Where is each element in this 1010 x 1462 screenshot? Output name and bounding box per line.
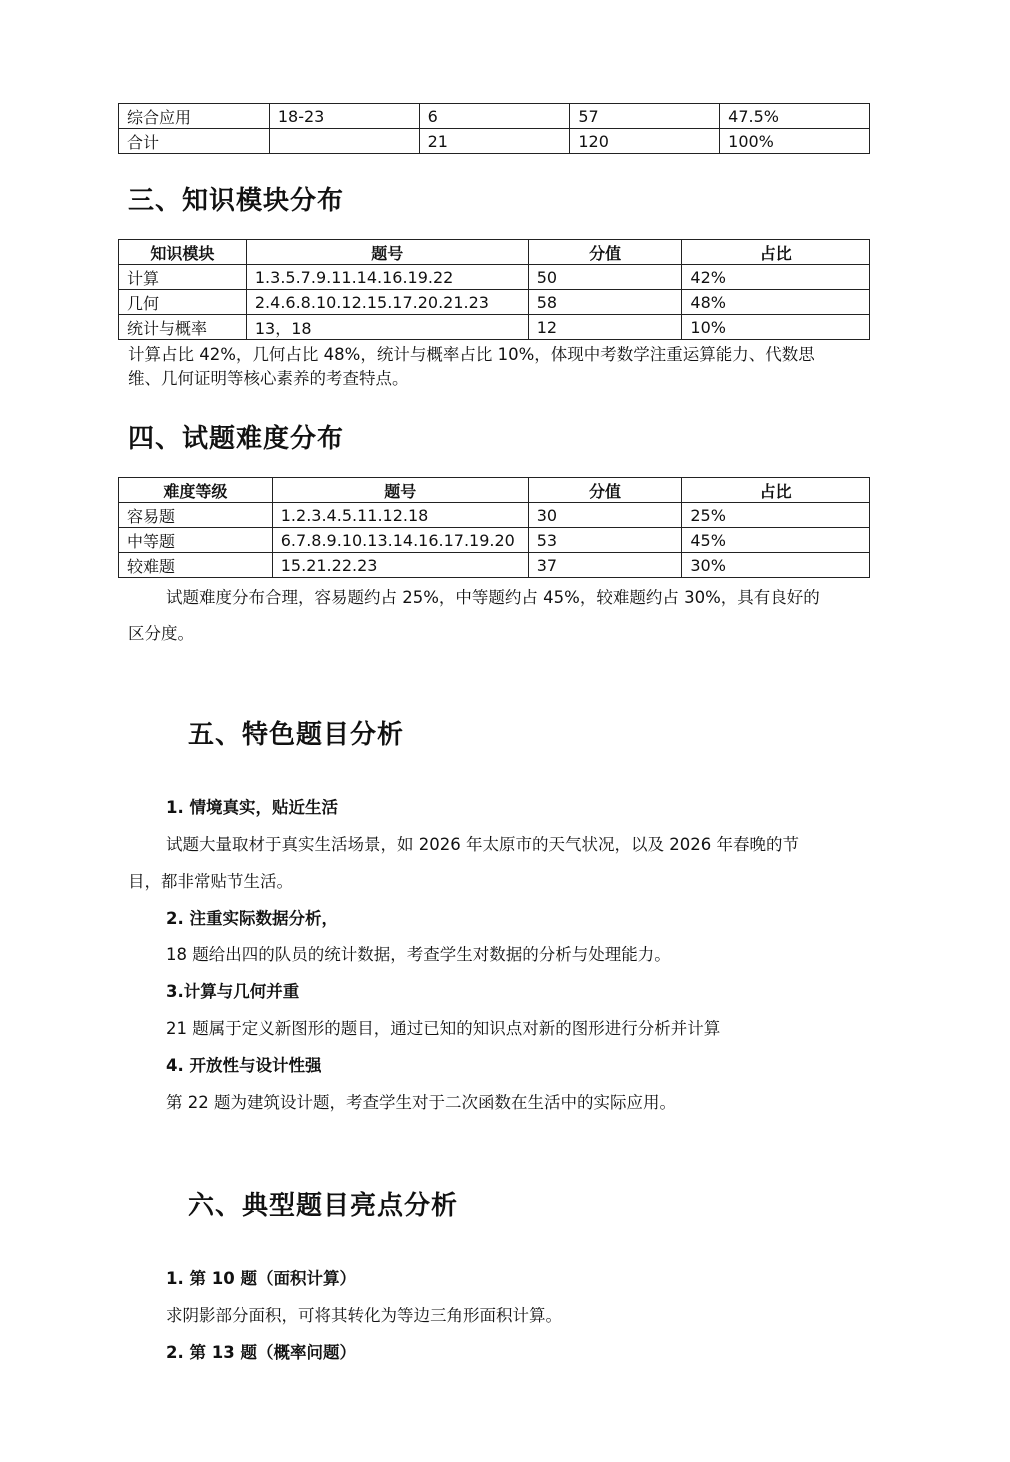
highlight-item-heading: 2. 第 13 题（概率问题） xyxy=(166,1343,356,1362)
feature-item-text: 21 题属于定义新图形的题目，通过已知的知识点对新的图形进行分析并计算 xyxy=(166,1019,721,1038)
table-header: 占比 xyxy=(682,478,870,503)
knowledge-module-table xyxy=(118,239,870,340)
table-cell: 几何 xyxy=(119,290,247,315)
highlight-item-heading: 1. 第 10 题（面积计算） xyxy=(166,1269,356,1288)
table-cell: 58 xyxy=(528,290,682,315)
paragraph-line: 区分度。 xyxy=(128,624,194,643)
table-row xyxy=(119,290,870,315)
table-cell: 45% xyxy=(682,528,870,553)
table-cell: 计算 xyxy=(119,265,247,290)
table-header: 难度等级 xyxy=(119,478,273,503)
table-cell: 6.7.8.9.10.13.14.16.17.19.20 xyxy=(272,528,528,553)
paragraph-line: 维、几何证明等核心素养的考查特点。 xyxy=(128,369,409,388)
table-cell: 30 xyxy=(528,503,682,528)
table-cell: 120 xyxy=(570,129,720,154)
table-row xyxy=(119,503,870,528)
table-header-row xyxy=(119,240,870,265)
table-cell: 42% xyxy=(682,265,870,290)
table-cell: 25% xyxy=(682,503,870,528)
table-cell: 53 xyxy=(528,528,682,553)
score-table-continued xyxy=(118,103,870,154)
table-row xyxy=(119,315,870,340)
table-cell: 100% xyxy=(720,129,870,154)
feature-item-heading: 1. 情境真实，贴近生活 xyxy=(166,798,338,817)
table-row xyxy=(119,265,870,290)
feature-item-text: 第 22 题为建筑设计题，考查学生对于二次函数在生活中的实际应用。 xyxy=(166,1093,676,1112)
table-cell: 15.21.22.23 xyxy=(272,553,528,578)
difficulty-table xyxy=(118,477,870,578)
table-cell: 30% xyxy=(682,553,870,578)
table-cell: 18-23 xyxy=(269,104,419,129)
table-cell: 13，18 xyxy=(246,315,528,340)
feature-item-text: 试题大量取材于真实生活场景，如 2026 年太原市的天气状况，以及 2026 年春晚的节 xyxy=(166,835,799,854)
table-cell: 容易题 xyxy=(119,503,273,528)
table-cell: 48% xyxy=(682,290,870,315)
section3-title: 三、知识模块分布 xyxy=(128,186,345,216)
table-row xyxy=(119,129,870,154)
table-cell: 6 xyxy=(419,104,570,129)
table-cell: 10% xyxy=(682,315,870,340)
table-header: 占比 xyxy=(682,240,870,265)
table-cell: 较难题 xyxy=(119,553,273,578)
table-header: 题号 xyxy=(246,240,528,265)
feature-item-heading: 4. 开放性与设计性强 xyxy=(166,1056,322,1075)
paragraph-line: 试题难度分布合理，容易题约占 25%，中等题约占 45%，较难题约占 30%，具有良好的 xyxy=(166,588,820,607)
table-cell: 2.4.6.8.10.12.15.17.20.21.23 xyxy=(246,290,528,315)
feature-item-heading: 3.计算与几何并重 xyxy=(166,982,300,1001)
table-cell: 37 xyxy=(528,553,682,578)
table-cell: 1.3.5.7.9.11.14.16.19.22 xyxy=(246,265,528,290)
table-header: 分值 xyxy=(528,240,682,265)
table-header: 题号 xyxy=(272,478,528,503)
section5-title: 五、特色题目分析 xyxy=(188,720,405,750)
section3-paragraph xyxy=(128,343,888,391)
table-cell xyxy=(269,129,419,154)
table-row xyxy=(119,528,870,553)
table-row xyxy=(119,104,870,129)
table-cell: 12 xyxy=(528,315,682,340)
table-cell: 47.5% xyxy=(720,104,870,129)
section6-title: 六、典型题目亮点分析 xyxy=(188,1191,459,1221)
table-row xyxy=(119,553,870,578)
table-cell: 综合应用 xyxy=(119,104,270,129)
table-cell: 中等题 xyxy=(119,528,273,553)
table-cell: 1.2.3.4.5.11.12.18 xyxy=(272,503,528,528)
table-header: 知识模块 xyxy=(119,240,247,265)
highlight-item-text: 求阴影部分面积，可将其转化为等边三角形面积计算。 xyxy=(166,1306,562,1325)
feature-item-text: 目，都非常贴节生活。 xyxy=(128,872,293,891)
paragraph-line: 计算占比 42%，几何占比 48%，统计与概率占比 10%，体现中考数学注重运算能力、代数思 xyxy=(128,345,815,364)
table-header-row xyxy=(119,478,870,503)
table-header: 分值 xyxy=(528,478,682,503)
table-cell: 合计 xyxy=(119,129,270,154)
table-cell: 50 xyxy=(528,265,682,290)
feature-item-text: 18 题给出四的队员的统计数据，考查学生对数据的分析与处理能力。 xyxy=(166,945,671,964)
section4-title: 四、试题难度分布 xyxy=(128,424,345,454)
feature-item-heading: 2. 注重实际数据分析， xyxy=(166,909,338,928)
table-cell: 21 xyxy=(419,129,570,154)
section4-paragraph xyxy=(128,580,888,652)
table-cell: 统计与概率 xyxy=(119,315,247,340)
table-cell: 57 xyxy=(570,104,720,129)
